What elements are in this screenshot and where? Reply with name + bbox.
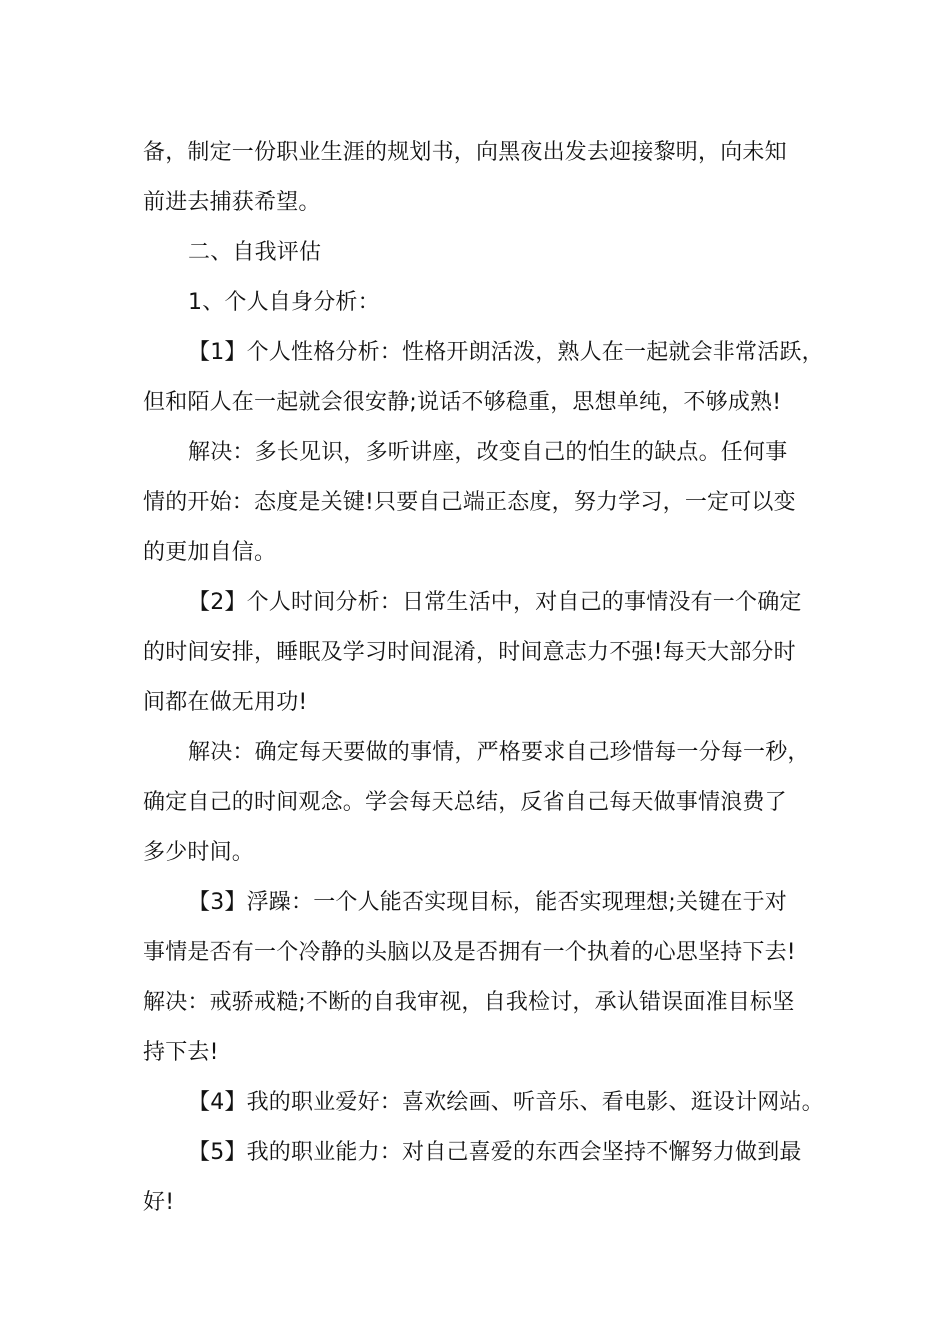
text-line-17: 事情是否有一个冷静的头脑以及是否拥有一个执着的心思坚持下去!	[143, 940, 796, 965]
text-line-21: 【5】我的职业能力：对自己喜爱的东西会坚持不懈努力做到最	[188, 1140, 802, 1165]
document-body	[143, 128, 824, 1228]
text-line-16: 【3】浮躁：一个人能否实现目标，能否实现理想;关键在于对	[188, 890, 788, 915]
text-line-15: 多少时间。	[143, 840, 255, 865]
text-line-5: 【1】个人性格分析：性格开朗活泼，熟人在一起就会非常活跃，	[188, 340, 824, 365]
text-line-19: 持下去!	[143, 1040, 219, 1065]
subsection-heading: 1、个人自身分析：	[188, 290, 380, 315]
text-line-20: 【4】我的职业爱好：喜欢绘画、听音乐、看电影、逛设计网站。	[188, 1090, 824, 1115]
text-line-14: 确定自己的时间观念。学会每天总结，反省自己每天做事情浪费了	[143, 790, 787, 815]
text-line-18: 解决：戒骄戒糙;不断的自我审视，自我检讨，承认错误面准目标坚	[143, 990, 795, 1015]
text-line-11: 的时间安排，睡眠及学习时间混淆，时间意志力不强!每天大部分时	[143, 640, 796, 665]
text-line-8: 情的开始：态度是关键!只要自己端正态度，努力学习，一定可以变	[143, 490, 796, 515]
text-line-9: 的更加自信。	[143, 540, 277, 565]
text-line-7: 解决：多长见识，多听讲座，改变自己的怕生的缺点。任何事	[188, 440, 788, 465]
text-line-12: 间都在做无用功!	[143, 690, 308, 715]
text-line-6: 但和陌人在一起就会很安静;说话不够稳重，思想单纯，不够成熟!	[143, 390, 782, 415]
text-line-22: 好!	[143, 1190, 175, 1215]
text-line-13: 解决：确定每天要做的事情，严格要求自己珍惜每一分每一秒，	[188, 740, 810, 765]
section-heading: 二、自我评估	[188, 240, 322, 265]
text-line-2: 前进去捕获希望。	[143, 190, 321, 215]
text-line-1: 备，制定一份职业生涯的规划书，向黑夜出发去迎接黎明，向未知	[143, 140, 787, 165]
text-line-10: 【2】个人时间分析：日常生活中，对自己的事情没有一个确定	[188, 590, 802, 615]
